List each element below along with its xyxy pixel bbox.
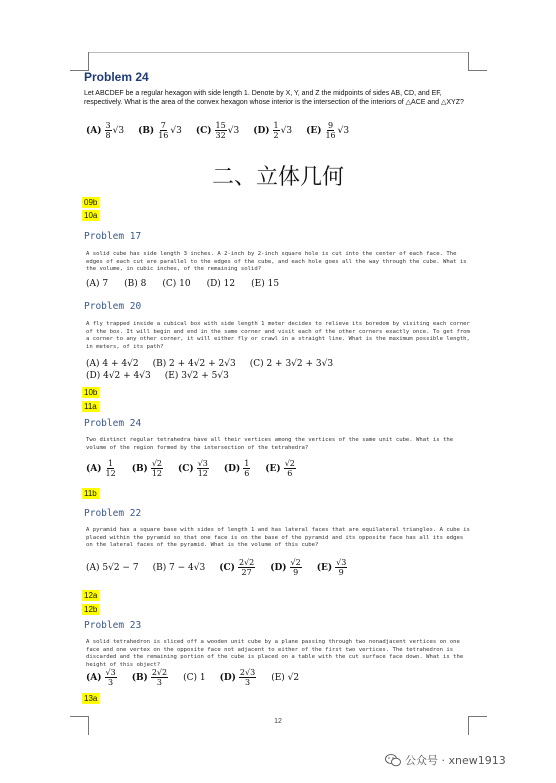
answer-option: (D) 4√2 + 4√3 xyxy=(86,371,151,381)
problem-20-answers-row2 xyxy=(86,371,243,381)
answer-option: (D) 12 xyxy=(206,279,236,289)
answer-option: (C) $\frac{√3}{12}$ xyxy=(178,459,208,478)
answer-option: (D) $\frac{√2}{9}$ xyxy=(270,558,301,577)
answer-option: (B) $\frac{2√2}{3}$ xyxy=(131,668,168,687)
year-tag: 11b xyxy=(84,489,97,498)
answer-option: (E) $\frac{9}{16}$ √3 xyxy=(306,121,350,140)
year-tag: 10b xyxy=(84,388,98,397)
year-tag: 12b xyxy=(84,605,98,614)
year-tag: 13a xyxy=(84,694,98,703)
year-tag: 09b xyxy=(84,198,98,207)
problem-17-answers xyxy=(86,279,293,289)
problem-23-title: Problem 23 xyxy=(84,620,142,631)
answer-option: (A) 5√2 − 7 xyxy=(86,562,139,573)
answer-option: (D) $\frac{1}{6}$ xyxy=(223,459,250,478)
watermark xyxy=(385,752,506,768)
answer-option: (D) $\frac{2√3}{3}$ xyxy=(219,668,256,687)
wechat-icon xyxy=(385,753,401,767)
problem-23-answers xyxy=(86,668,313,687)
problem-17-text: A solid cube has side length 3 inches. A 2-inch by 2-inch square hole is cut into the center of each face. The edges of each cut are parallel to the edges of the cube, and each hole goes all the way through the cube. What is the volume, in cubic inches, of the remaining solid? xyxy=(86,251,467,273)
header-rule xyxy=(88,52,468,53)
answer-option: (A) $\frac{1}{12}$ xyxy=(86,459,116,478)
answer-option: (B) $\frac{√2}{12}$ xyxy=(131,459,162,478)
year-tag: 11a xyxy=(84,402,97,411)
problem-23-text: A solid tetrahedron is sliced off a wooden unit cube by a plane passing through two nonadjacent vertices on one face and one vertex on the opposite face not adjacent to either of the first two vertices. The tetrahedron is discarded and the remaining portion of the cube is placed on a table with the cut surface face down. What is the height of this object? xyxy=(86,639,464,668)
answer-option: (B) 7 − 4√3 xyxy=(152,562,206,573)
answer-option: (A) 4 + 4√2 xyxy=(86,359,139,369)
answer-option: (C) $\frac{2√2}{27}$ xyxy=(219,558,255,577)
year-tag: 12a xyxy=(84,591,98,600)
answer-option: (C) 1 xyxy=(183,672,206,683)
answer-option: (A) 7 xyxy=(86,279,109,289)
answer-option: (C) $\frac{15}{32}$ √3 xyxy=(195,121,240,140)
problem-20-title: Problem 20 xyxy=(84,301,142,312)
page-number: 12 xyxy=(274,718,282,725)
answer-option: (C) 2 + 3√2 + 3√3 xyxy=(249,359,334,369)
answer-option: (E) 15 xyxy=(251,279,280,289)
answer-option: (B) 2 + 4√2 + 2√3 xyxy=(152,359,236,369)
problem-22-answers xyxy=(86,558,362,577)
crop-mark-top-left xyxy=(70,52,89,71)
answer-option: (E) √2 xyxy=(271,672,300,683)
problem-24b-text: Two distinct regular tetrahedra have all their vertices among the vertices of the same unit cube. What is the volume of the region formed by the intersection of the tetrahedra? xyxy=(86,437,454,451)
problem-24b-answers xyxy=(86,459,311,478)
problem-17-title: Problem 17 xyxy=(84,231,142,242)
answer-option: (B) 8 xyxy=(124,279,147,289)
problem-20-text: A fly trapped inside a cubical box with side length 1 meter decides to relieve its boredom by visiting each corner of the box. It will begin and end in the same corner and visit each of the other corners exactly once. To get from a corner to any other corner, it will either fly or crawl in a straight line. What is the maximum possible length, in meters, of its path? xyxy=(86,321,470,350)
problem-24-answers xyxy=(86,121,363,140)
answer-option: (E) $\frac{√2}{6}$ xyxy=(265,459,295,478)
section-heading: 二、立体几何 xyxy=(211,165,344,190)
answer-option: (D) $\frac{1}{2}$ √3 xyxy=(253,121,293,140)
answer-option: (C) 10 xyxy=(162,279,191,289)
problem-24b-title: Problem 24 xyxy=(84,418,142,429)
problem-20-answers-row1 xyxy=(86,359,347,369)
problem-24-title: Problem 24 xyxy=(84,70,149,84)
answer-option: (E) $\frac{√3}{9}$ xyxy=(316,558,347,577)
problem-22-text: A pyramid has a square base with sides of length 1 and has lateral faces that are equilateral triangles. A cube is placed within the pyramid so that one face is on the base of the pyramid and its opposite face has all its edges on the lateral faces of the pyramid. What is the volume of this cube? xyxy=(86,527,470,549)
problem-22-title: Problem 22 xyxy=(84,508,142,519)
answer-option: (A) $\frac{√3}{3}$ xyxy=(86,668,116,687)
answer-option: (A) $\frac{3}{8}$ √3 xyxy=(86,121,125,140)
problem-24-text: Let ABCDEF be a regular hexagon with side length 1. Denote by X, Y, and Z the midpoints of sides AB, CD, and EF, respectively. What is the area of the convex hexagon whose interior is the intersection of the interiors of △ACE and △XYZ? xyxy=(84,90,464,106)
year-tag: 10a xyxy=(84,211,98,220)
answer-option: (E) 3√2 + 5√3 xyxy=(164,371,229,381)
watermark-text: 公众号 · xnew1913 xyxy=(405,754,506,767)
answer-option: (B) $\frac{7}{16}$ √3 xyxy=(138,121,182,140)
crop-mark-top-right xyxy=(468,52,487,71)
